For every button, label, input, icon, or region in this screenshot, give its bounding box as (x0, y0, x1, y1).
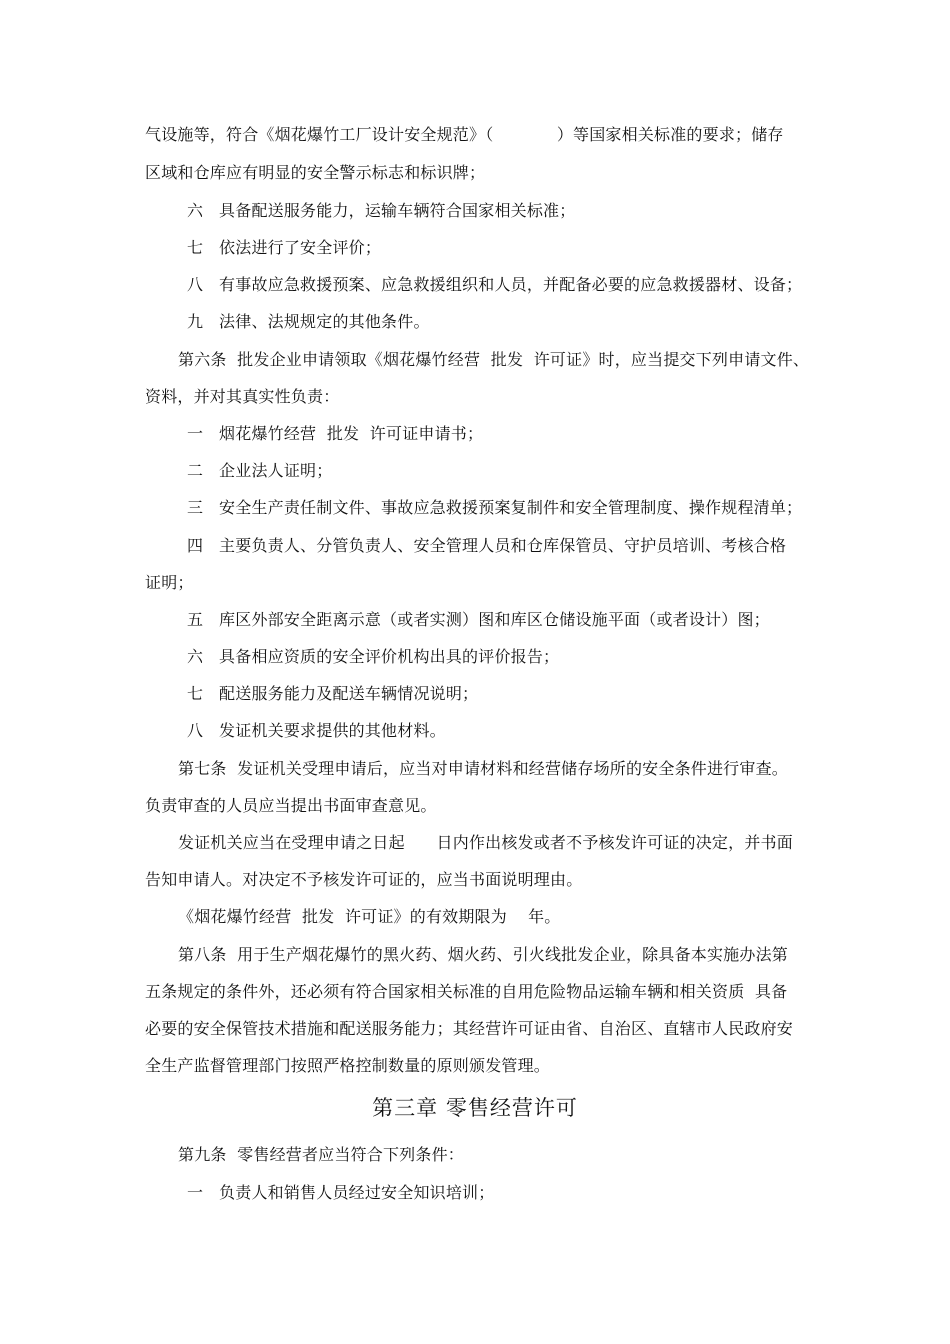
article-line: 第六条 批发企业申请领取《烟花爆竹经营 批发 许可证》时，应当提交下列申请文件、 (178, 350, 810, 369)
paragraph-line: 《烟花爆竹经营 批发 许可证》的有效期限为 年。 (178, 907, 561, 926)
list-item: 五 库区外部安全距离示意（或者实测）图和库区仓储设施平面（或者设计）图； (187, 610, 770, 629)
article-line: 第八条 用于生产烟花爆竹的黑火药、烟火药、引火线批发企业，除具备本实施办法第 (178, 945, 788, 964)
list-item: 七 配送服务能力及配送车辆情况说明； (187, 684, 479, 703)
list-item: 八 有事故应急救援预案、应急救援组织和人员，并配备必要的应急救援器材、设备； (187, 275, 803, 294)
list-item: 九 法律、法规规定的其他条件。 (187, 312, 430, 331)
list-item: 一 负责人和销售人员经过安全知识培训； (187, 1183, 495, 1202)
list-item: 七 依法进行了安全评价； (187, 238, 382, 257)
article-line: 第七条 发证机关受理申请后，应当对申请材料和经营储存场所的安全条件进行审查。 (178, 759, 788, 778)
list-item: 四 主要负责人、分管负责人、安全管理人员和仓库保管员、守护员培训、考核合格 (187, 536, 787, 555)
list-item: 八 发证机关要求提供的其他材料。 (187, 721, 446, 740)
paragraph-line: 发证机关应当在受理申请之日起 日内作出核发或者不予核发许可证的决定，并书面 (178, 833, 793, 852)
list-item: 三 安全生产责任制文件、事故应急救援预案复制件和安全管理制度、操作规程清单； (187, 498, 803, 517)
paragraph-line: 告知申请人。对决定不予核发许可证的，应当书面说明理由。 (145, 870, 583, 889)
chapter-heading: 第三章 零售经营许可 (372, 1096, 578, 1120)
list-item: 六 具备配送服务能力，运输车辆符合国家相关标准； (187, 201, 576, 220)
paragraph-line: 负责审查的人员应当提出书面审查意见。 (145, 796, 437, 815)
paragraph-line: 区域和仓库应有明显的安全警示标志和标识牌； (145, 163, 486, 182)
list-item: 一 烟花爆竹经营 批发 许可证申请书； (187, 424, 484, 443)
paragraph-line: 五条规定的条件外，还必须有符合国家相关标准的自用危险物品运输车辆和相关资质 具备 (145, 982, 788, 1001)
paragraph-line: 全生产监督管理部门按照严格控制数量的原则颁发管理。 (145, 1056, 551, 1075)
paragraph-line: 证明； (145, 573, 194, 592)
article-line: 第九条 零售经营者应当符合下列条件： (178, 1145, 464, 1164)
paragraph-line: 气设施等，符合《烟花爆竹工厂设计安全规范》（ ）等国家相关标准的要求；储存 (145, 125, 784, 144)
list-item: 二 企业法人证明； (187, 461, 333, 480)
paragraph-line: 必要的安全保管技术措施和配送服务能力；其经营许可证由省、自治区、直辖市人民政府安 (145, 1019, 794, 1038)
paragraph-line: 资料，并对其真实性负责： (145, 387, 340, 406)
list-item: 六 具备相应资质的安全评价机构出具的评价报告； (187, 647, 560, 666)
